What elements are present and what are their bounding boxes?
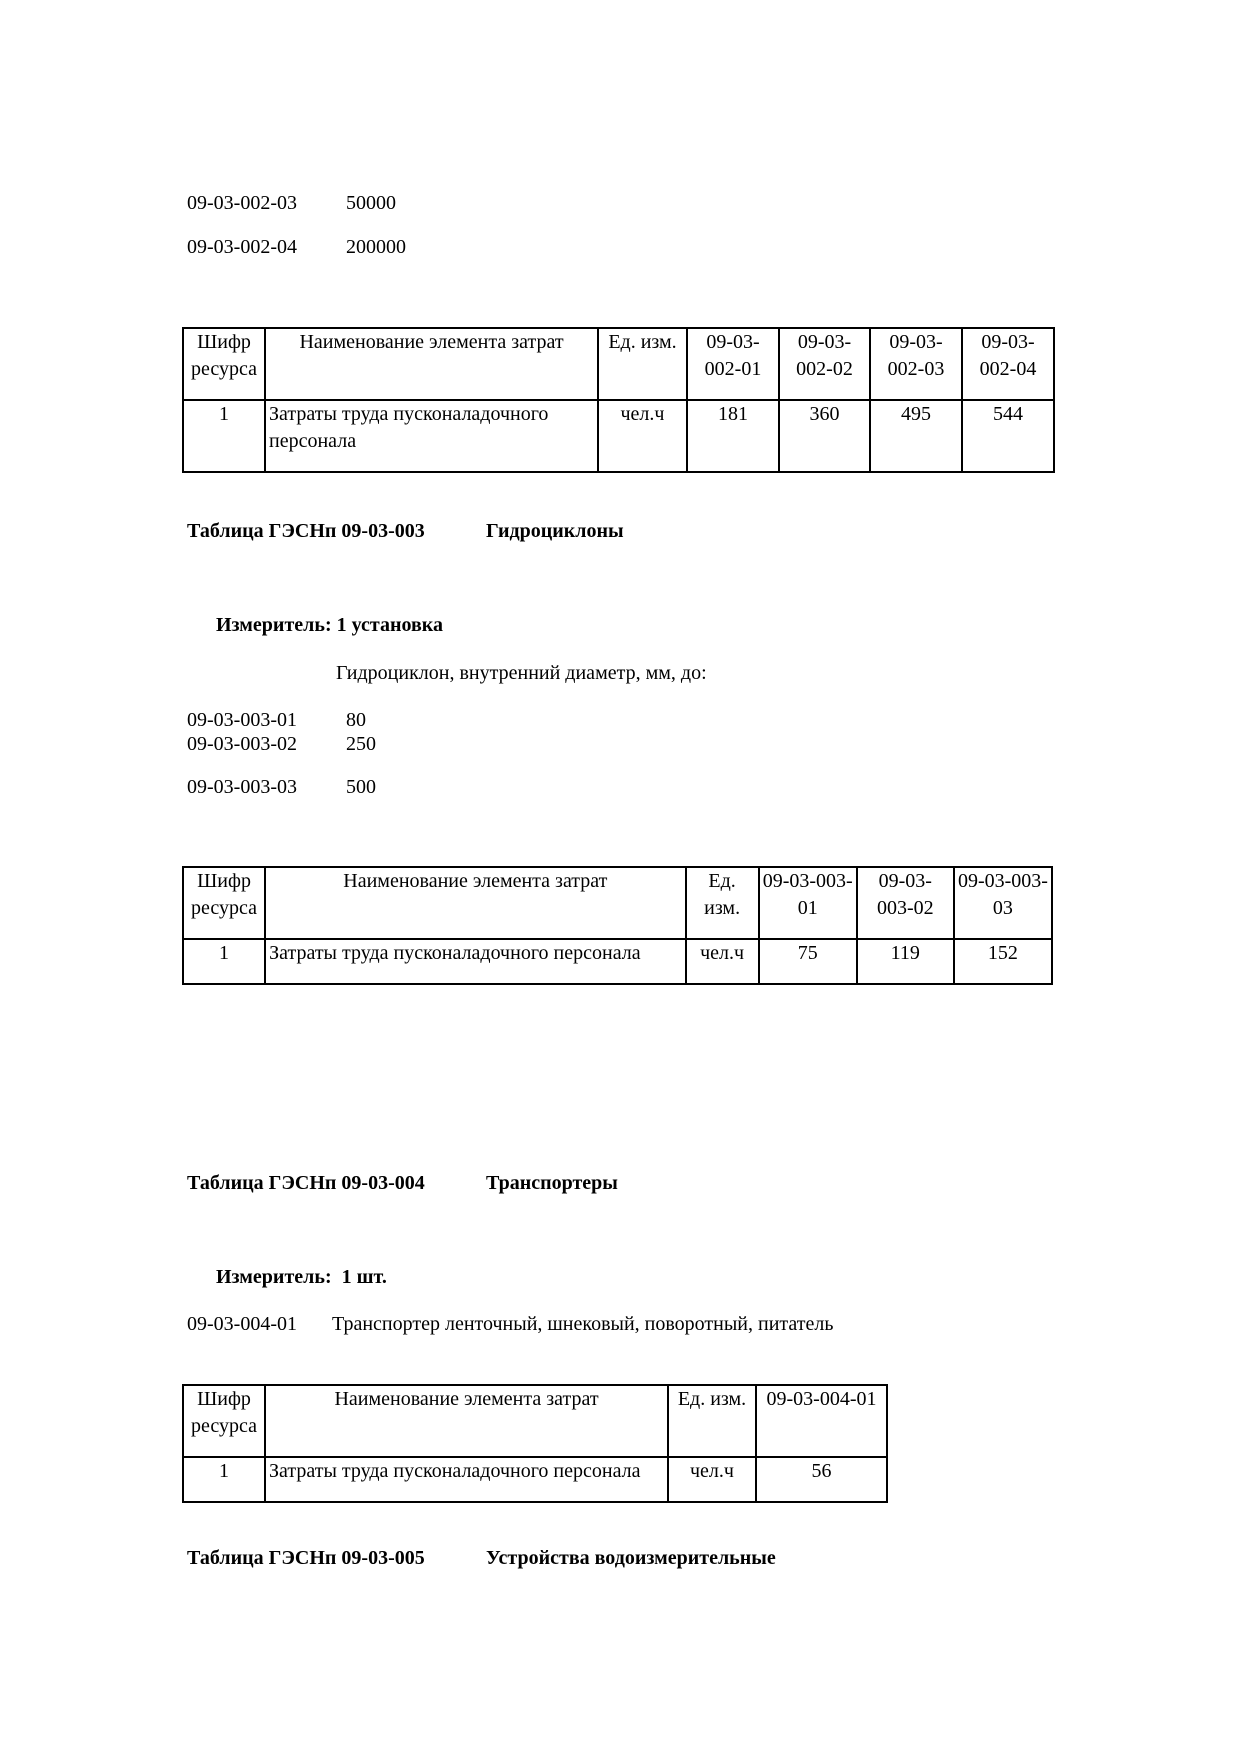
code-line — [187, 733, 376, 756]
section-title: Транспортеры — [486, 1172, 618, 1194]
header-unit: Ед. изм. — [598, 328, 687, 400]
section-heading — [187, 1172, 618, 1195]
resource-table-003 — [182, 866, 1053, 985]
table-header-row — [183, 867, 1052, 939]
header-col: 09-03-003-03 — [954, 867, 1052, 939]
code-line — [187, 709, 366, 732]
code-value: 80 — [346, 709, 366, 731]
header-col: 09-03-003-02 — [857, 867, 954, 939]
code: 09-03-003-03 — [187, 776, 297, 798]
section-label: Таблица ГЭСНп 09-03-003 — [187, 520, 425, 542]
code: 09-03-004-01 — [187, 1313, 297, 1335]
code: 09-03-002-04 — [187, 236, 297, 258]
header-name: Наименование элемента затрат — [265, 867, 685, 939]
code-value: 50000 — [346, 192, 396, 214]
table-row — [183, 400, 1054, 472]
header-col: 09-03-002-04 — [962, 328, 1054, 400]
cell-value: 181 — [687, 400, 779, 472]
header-unit: Ед. изм. — [668, 1385, 756, 1457]
header-cipher: Шифр ресурса — [183, 328, 265, 400]
cell-cipher: 1 — [183, 1457, 265, 1502]
header-cipher: Шифр ресурса — [183, 1385, 265, 1457]
resource-table-002 — [182, 327, 1055, 473]
section-label: Таблица ГЭСНп 09-03-005 — [187, 1547, 425, 1569]
header-col: 09-03-003-01 — [759, 867, 857, 939]
header-unit: Ед. изм. — [686, 867, 759, 939]
cell-cipher: 1 — [183, 400, 265, 472]
cell-value: 119 — [857, 939, 954, 984]
cell-unit: чел.ч — [686, 939, 759, 984]
cell-value: 56 — [756, 1457, 887, 1502]
cell-unit: чел.ч — [598, 400, 687, 472]
cell-value: 360 — [779, 400, 870, 472]
header-name: Наименование элемента затрат — [265, 328, 598, 400]
cell-name: Затраты труда пусконаладочного персонала — [265, 400, 598, 472]
cell-unit: чел.ч — [668, 1457, 756, 1502]
code-value: 200000 — [346, 236, 406, 258]
code: 09-03-003-01 — [187, 709, 297, 731]
code-line — [187, 192, 396, 215]
table-header-row — [183, 328, 1054, 400]
cell-cipher: 1 — [183, 939, 265, 984]
section-subtitle: Гидроциклон, внутренний диаметр, мм, до: — [336, 662, 707, 684]
resource-table-004 — [182, 1384, 888, 1503]
section-heading — [187, 520, 624, 543]
cell-value: 544 — [962, 400, 1054, 472]
code-line — [187, 236, 406, 259]
measure-line: Измеритель: 1 установка — [216, 614, 443, 636]
code-line — [187, 1313, 834, 1336]
code-value: 250 — [346, 733, 376, 755]
table-header-row — [183, 1385, 887, 1457]
cell-value: 152 — [954, 939, 1052, 984]
cell-name: Затраты труда пусконаладочного персонала — [265, 1457, 668, 1502]
measure-line: Измеритель: 1 шт. — [216, 1266, 387, 1288]
header-col: 09-03-004-01 — [756, 1385, 887, 1457]
code-line — [187, 776, 376, 799]
header-col: 09-03-002-03 — [870, 328, 962, 400]
code: 09-03-003-02 — [187, 733, 297, 755]
code-value: 500 — [346, 776, 376, 798]
table-row — [183, 939, 1052, 984]
code: 09-03-002-03 — [187, 192, 297, 214]
section-title: Гидроциклоны — [486, 520, 624, 542]
header-cipher: Шифр ресурса — [183, 867, 265, 939]
header-col: 09-03-002-01 — [687, 328, 779, 400]
header-col: 09-03-002-02 — [779, 328, 870, 400]
table-row — [183, 1457, 887, 1502]
cell-value: 495 — [870, 400, 962, 472]
header-name: Наименование элемента затрат — [265, 1385, 668, 1457]
cell-value: 75 — [759, 939, 857, 984]
code-description: Транспортер ленточный, шнековый, поворотный, питатель — [332, 1313, 834, 1335]
section-heading — [187, 1547, 776, 1570]
cell-name: Затраты труда пусконаладочного персонала — [265, 939, 685, 984]
section-label: Таблица ГЭСНп 09-03-004 — [187, 1172, 425, 1194]
section-title: Устройства водоизмерительные — [486, 1547, 776, 1569]
